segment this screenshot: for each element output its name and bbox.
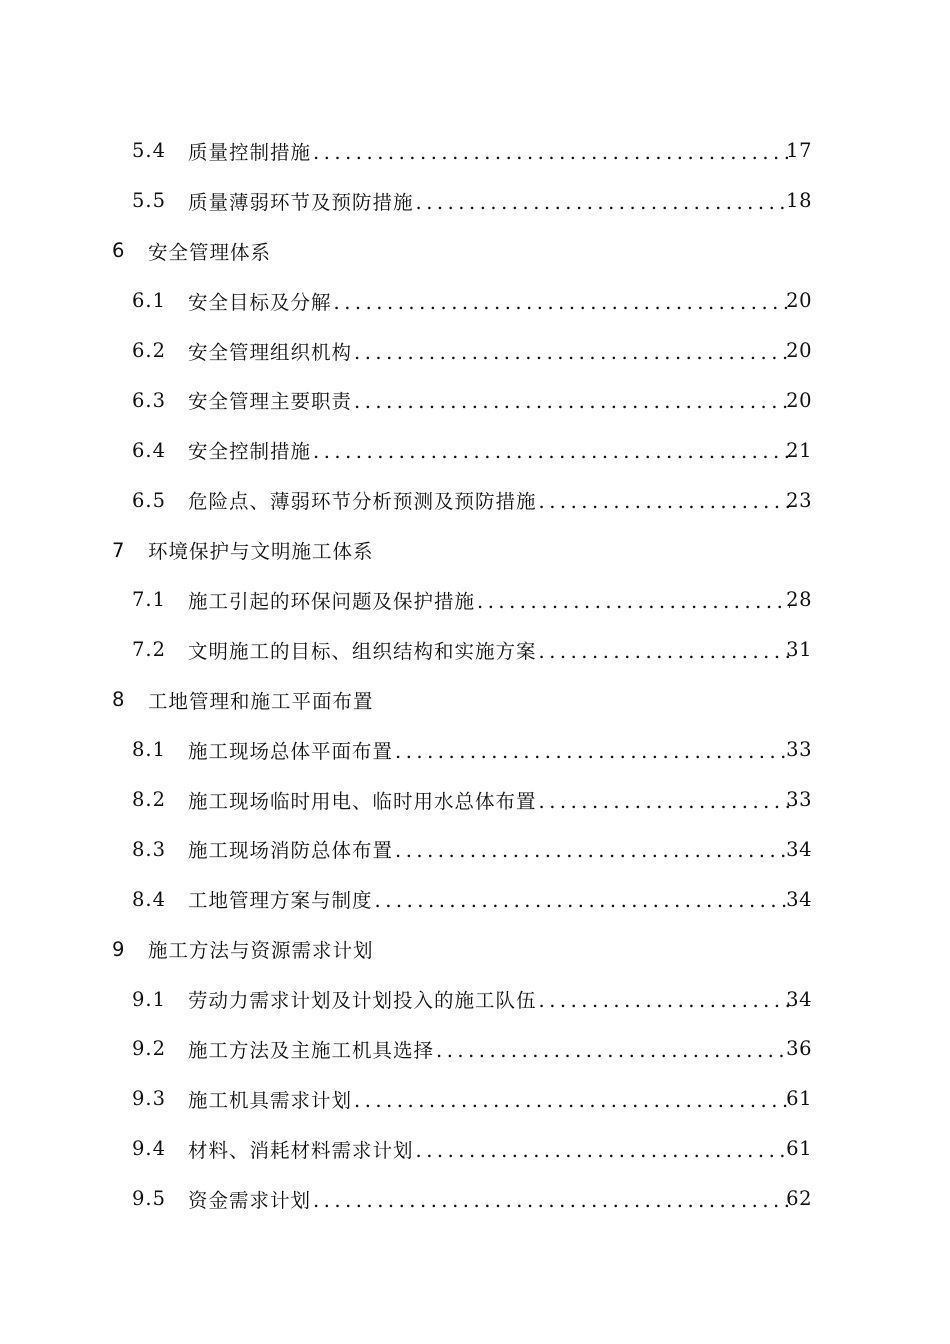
section-title: 安全管理体系 [148, 240, 272, 264]
entry-title: 工地管理方案与制度 [188, 889, 373, 913]
toc-entry[interactable] [0, 1124, 950, 1174]
page-number: 61 [786, 1087, 812, 1111]
entry-title: 资金需求计划 [188, 1188, 312, 1212]
section-title: 施工方法与资源需求计划 [148, 939, 374, 963]
entry-title: 施工方法及主施工机具选择 [188, 1038, 435, 1062]
entry-number: 5.4 [132, 139, 167, 163]
page-number: 61 [786, 1137, 812, 1161]
entry-title: 劳动力需求计划及计划投入的施工队伍 [188, 989, 537, 1013]
dot-leader [539, 640, 790, 663]
dot-leader [313, 440, 790, 463]
entry-number: 5.5 [132, 189, 167, 213]
entry-line [188, 636, 790, 664]
toc-entry[interactable] [0, 575, 950, 625]
page-number: 34 [786, 887, 812, 911]
entry-number: 8.1 [132, 738, 167, 762]
entry-line [188, 1085, 790, 1113]
dot-leader [354, 341, 790, 364]
page-number: 34 [786, 837, 812, 861]
page-number: 33 [786, 788, 812, 812]
toc-entry[interactable] [0, 1074, 950, 1124]
entry-number: 6.1 [132, 289, 167, 313]
entry-title: 施工机具需求计划 [188, 1088, 353, 1112]
dot-leader [313, 1189, 790, 1212]
entry-title: 安全管理主要职责 [188, 390, 353, 414]
entry-number: 9.4 [132, 1137, 167, 1161]
entry-number: 9.2 [132, 1037, 167, 1061]
entry-title: 施工引起的环保问题及保护措施 [188, 589, 476, 613]
entry-title: 安全目标及分解 [188, 290, 332, 314]
toc-section[interactable] [0, 924, 950, 974]
entry-number: 6.3 [132, 388, 167, 412]
entry-line [188, 1135, 790, 1163]
entry-title: 施工现场消防总体布置 [188, 839, 394, 863]
toc-entry[interactable] [0, 874, 950, 924]
page-number: 33 [786, 738, 812, 762]
entry-title: 安全控制措施 [188, 440, 312, 464]
toc-section[interactable] [0, 226, 950, 276]
toc-entry[interactable] [0, 725, 950, 775]
entry-number: 6.5 [132, 488, 167, 512]
dot-leader [539, 790, 790, 813]
entry-line [188, 586, 790, 614]
toc-entry[interactable] [0, 276, 950, 326]
section-number: 6 [112, 239, 125, 263]
entry-title: 施工现场总体平面布置 [188, 739, 394, 763]
dot-leader [354, 390, 790, 413]
entry-number: 6.2 [132, 339, 167, 362]
page-number: 62 [786, 1187, 812, 1211]
page-number: 28 [786, 588, 812, 612]
toc-entry[interactable] [0, 775, 950, 825]
entry-line [188, 985, 790, 1013]
entry-line [188, 187, 790, 215]
entry-line [188, 137, 790, 165]
entry-line [188, 736, 790, 764]
dot-leader [477, 590, 790, 613]
entry-number: 9.5 [132, 1187, 167, 1211]
dot-leader [436, 1039, 790, 1062]
toc-entry[interactable] [0, 1024, 950, 1074]
page-number: 18 [786, 189, 812, 213]
dot-leader [416, 1139, 790, 1162]
entry-title: 安全管理组织机构 [188, 340, 353, 364]
toc-entry[interactable] [0, 824, 950, 874]
dot-leader [416, 191, 790, 214]
table-of-contents [0, 126, 950, 1224]
toc-entry[interactable] [0, 974, 950, 1024]
section-title: 工地管理和施工平面布置 [148, 689, 374, 713]
entry-number: 7.1 [132, 588, 167, 612]
entry-line [188, 287, 790, 315]
entry-line [188, 436, 790, 464]
entry-number: 8.3 [132, 837, 167, 861]
entry-number: 6.4 [132, 438, 167, 462]
entry-line [188, 1185, 790, 1213]
dot-leader [395, 740, 790, 763]
dot-leader [375, 889, 790, 912]
page-number: 20 [786, 388, 812, 412]
toc-entry[interactable] [0, 425, 950, 475]
entry-line [188, 337, 790, 365]
dot-leader [539, 989, 790, 1012]
dot-leader [539, 490, 790, 513]
entry-title: 文明施工的目标、组织结构和实施方案 [188, 639, 537, 663]
entry-line [188, 786, 790, 814]
dot-leader [313, 141, 790, 164]
page-number: 21 [786, 438, 812, 462]
dot-leader [354, 1089, 790, 1112]
toc-section[interactable] [0, 525, 950, 575]
dot-leader [395, 839, 790, 862]
entry-number: 7.2 [132, 638, 167, 662]
toc-entry[interactable] [0, 176, 950, 226]
toc-section[interactable] [0, 675, 950, 725]
entry-title: 质量薄弱环节及预防措施 [188, 190, 414, 214]
page-number: 34 [786, 987, 812, 1011]
entry-title: 危险点、薄弱环节分析预测及预防措施 [188, 490, 537, 514]
page-number: 20 [786, 339, 812, 362]
page-number: 36 [786, 1037, 812, 1061]
toc-entry[interactable] [0, 1174, 950, 1224]
section-title: 环境保护与文明施工体系 [148, 540, 374, 564]
section-number: 9 [112, 937, 125, 961]
page-number: 20 [786, 289, 812, 313]
entry-line [188, 1035, 790, 1063]
section-number: 8 [112, 688, 125, 712]
entry-line [188, 386, 790, 414]
toc-entry[interactable] [0, 625, 950, 675]
entry-line [188, 885, 790, 913]
entry-line [188, 486, 790, 514]
page-number: 17 [786, 139, 812, 163]
section-number: 7 [112, 538, 125, 562]
entry-title: 材料、消耗材料需求计划 [188, 1138, 414, 1162]
entry-title: 施工现场临时用电、临时用水总体布置 [188, 789, 537, 813]
page-number: 31 [786, 638, 812, 662]
entry-number: 8.4 [132, 887, 167, 911]
toc-entry[interactable] [0, 375, 950, 425]
toc-entry[interactable] [0, 326, 950, 376]
toc-entry[interactable] [0, 126, 950, 176]
page-number: 23 [786, 488, 812, 512]
entry-number: 9.1 [132, 987, 167, 1011]
dot-leader [334, 291, 790, 314]
entry-number: 9.3 [132, 1087, 167, 1111]
entry-title: 质量控制措施 [188, 140, 312, 164]
entry-line [188, 835, 790, 863]
toc-entry[interactable] [0, 475, 950, 525]
entry-number: 8.2 [132, 788, 167, 812]
